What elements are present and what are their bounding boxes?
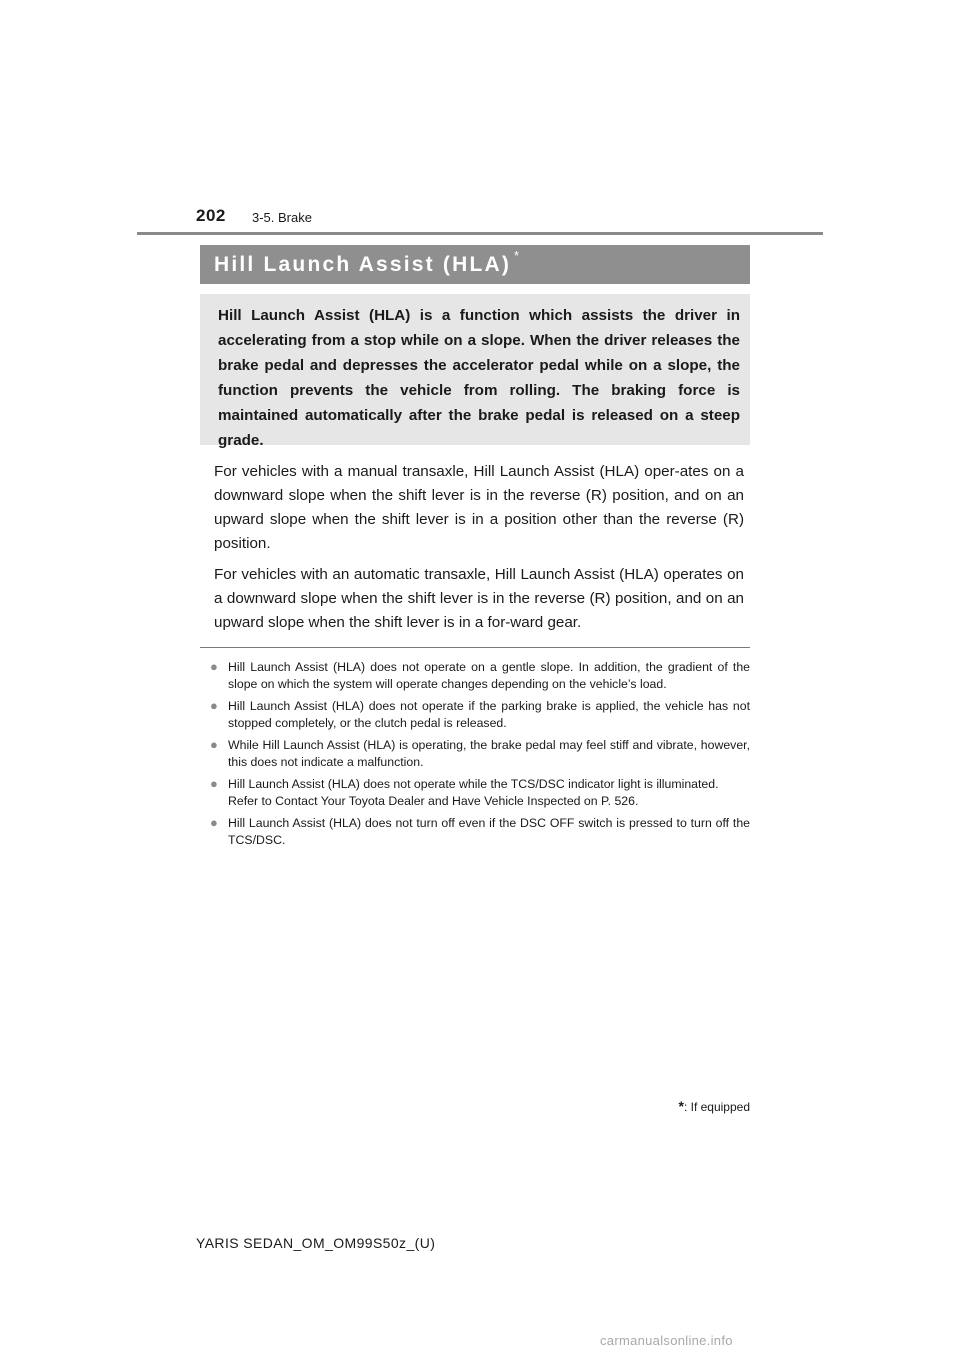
asterisk-icon: * <box>678 1098 684 1114</box>
note-text: Hill Launch Assist (HLA) does not operate on a gentle slope. In addition, the gradient of the slope on which the system will operate changes depending on the vehicle’s load. <box>228 660 750 691</box>
header-rule <box>137 232 823 235</box>
bullet-icon: ● <box>210 737 218 752</box>
list-item <box>210 698 750 731</box>
footnote <box>600 1098 750 1114</box>
list-item <box>210 737 750 770</box>
page-number: 202 <box>196 206 226 225</box>
section-title: Hill Launch Assist (HLA) <box>214 252 512 276</box>
bullet-icon: ● <box>210 776 218 791</box>
note-text: Hill Launch Assist (HLA) does not turn off even if the DSC OFF switch is pressed to turn off the TCS/DSC. <box>228 816 750 847</box>
note-text: While Hill Launch Assist (HLA) is operating, the brake pedal may feel stiff and vibrate, however, this does not indicate a malfunction. <box>228 738 750 769</box>
summary-box <box>200 294 750 449</box>
body-paragraph-manual: For vehicles with a manual transaxle, Hill Launch Assist (HLA) oper-ates on a downward slope when the shift lever is in the reverse (R) position, and on an upward slope when the shift lever is in a position other than the reverse (R) position. <box>214 463 744 552</box>
page-header <box>0 0 960 240</box>
footnote-text: : If equipped <box>683 1100 750 1114</box>
document-code: YARIS SEDAN_OM_OM99S50z_(U) <box>196 1235 436 1251</box>
bullet-icon: ● <box>210 698 218 713</box>
section-label: 3-5. Brake <box>252 210 312 225</box>
note-text: Hill Launch Assist (HLA) does not operate if the parking brake is applied, the vehicle has not stopped completely, or the clutch pedal is released. <box>228 699 750 730</box>
watermark: carmanualsonline.info <box>600 1333 733 1348</box>
list-item <box>210 659 750 692</box>
summary-text: Hill Launch Assist (HLA) is a function which assists the driver in accelerating from a stop while on a slope. When the driver releases the brake pedal and depresses the accelerator pedal while on a slope, the function prevents the vehicle from rolling. The braking force is maintained automatically after the brake pedal is released on a steep grade. <box>218 307 740 449</box>
note-reference-text: Refer to Contact Your Toyota Dealer and Have Vehicle Inspected on P. 526. <box>228 793 639 808</box>
equipment-asterisk-icon: * <box>514 248 520 263</box>
list-item <box>210 815 750 848</box>
section-title-bar <box>200 245 750 284</box>
notes-divider <box>200 647 750 648</box>
body-paragraph-automatic: For vehicles with an automatic transaxle, Hill Launch Assist (HLA) operates on a downward slope when the shift lever is in the reverse (R) position, and on an upward slope when the shift lever is in a for-ward gear. <box>214 566 744 631</box>
note-text: Hill Launch Assist (HLA) does not operate while the TCS/DSC indicator light is illuminated. <box>228 777 719 791</box>
bullet-icon: ● <box>210 659 218 674</box>
list-item <box>210 776 750 809</box>
notes-list <box>210 659 750 854</box>
body-text <box>214 460 744 642</box>
bullet-icon: ● <box>210 815 218 830</box>
